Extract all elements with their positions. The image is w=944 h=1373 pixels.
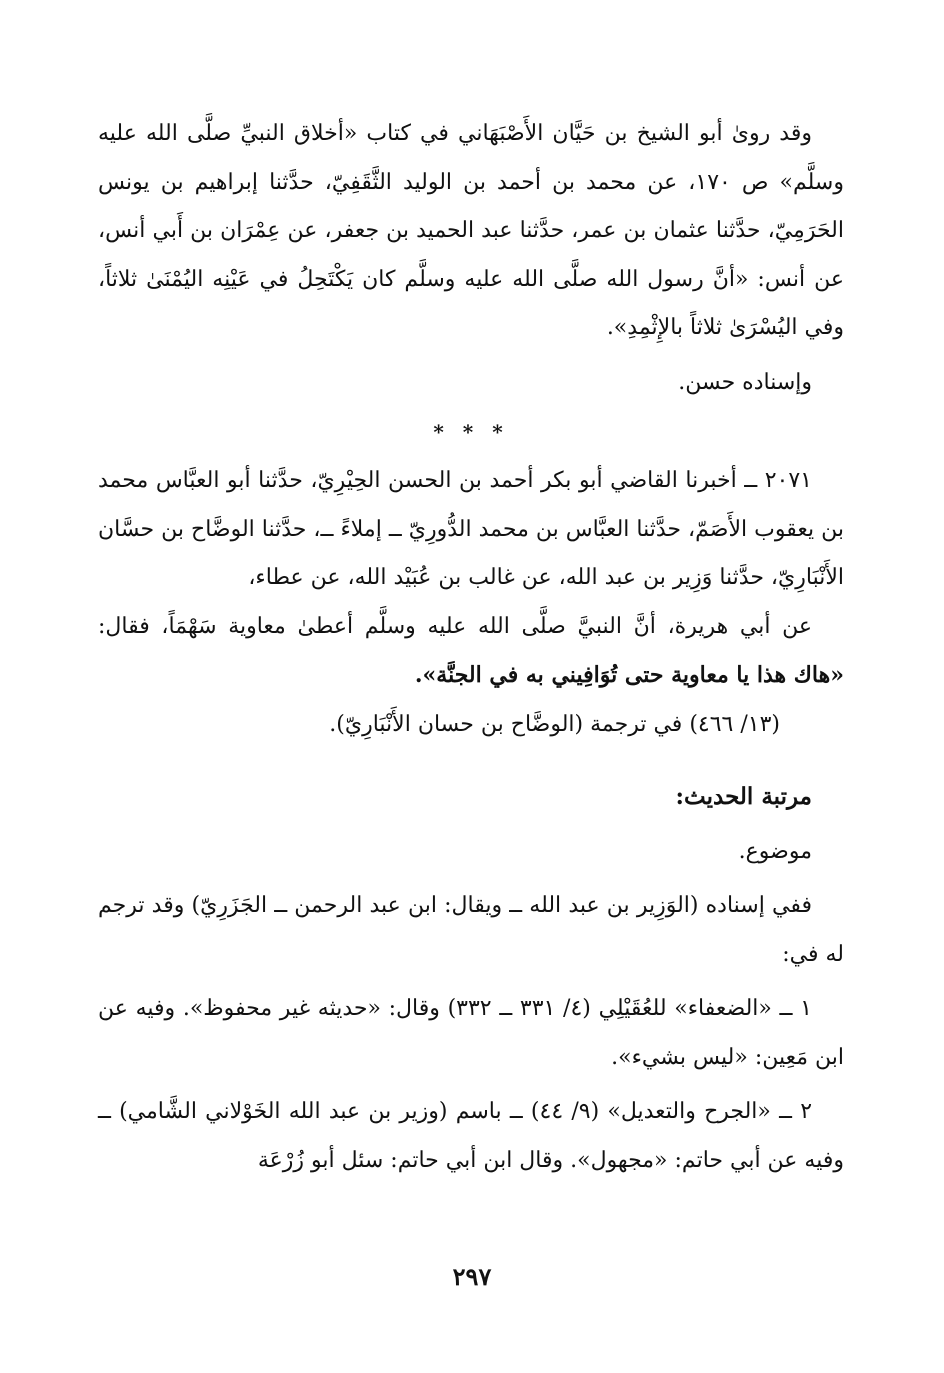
paragraph-verdict: موضوع. <box>738 838 812 864</box>
paragraph-intro: وقد روىٰ أبو الشيخ بن حَيَّان الأَصْبَهَاني في كتاب «أخلاق النبيِّ صلَّى الله عليه وسلَّم» ص ١٧٠، عن محمد بن أحمد بن الوليد الثَّقَفِيّ، حدَّثنا إبراهيم بن يونس الحَرَمِيّ، حدَّثنا عثمان بن عمر، حدَّثنا عبد الحميد بن جعفر، عن عِمْرَان بن أَبي أنس، عن أنس: «أنَّ رسول الله صلَّى الله عليه وسلَّم كان يَكْتَحِلُ في عَيْنِه اليُمْنَىٰ ثلاثاً، وفي اليُسْرَىٰ ثلاثاً بالإِثْمِدِ». <box>98 121 844 340</box>
paragraph-matn <box>98 603 844 701</box>
paragraph-source-2: ٢ ــ «الجرح والتعديل» (٩/ ٤٤) ــ باسم (وزير بن عبد الله الخَوْلاني الشَّامي) ــ وفيه عن أبي حاتم: «مجهول». وقال ابن أبي حاتم: سئل أبو زُرْعَة <box>98 1099 844 1173</box>
page-number: ٢٩٧ <box>452 1262 492 1291</box>
section-heading: مرتبة الحديث: <box>675 783 812 810</box>
matn-quote: «هاك هذا يا معاوية حتى تُوَافِيني به في الجنَّة». <box>414 662 844 688</box>
paragraph-isnad-grade: وإسناده حسن. <box>678 369 812 395</box>
page-body <box>98 110 844 1185</box>
paragraph-explanation: ففي إسناده (الوَزِير بن عبد الله ــ ويقال: ابن عبد الرحمن ــ الجَزَرِيّ) وقد ترجم له في: <box>98 893 844 967</box>
section-separator: * * * <box>433 420 509 444</box>
paragraph-hadith-2071: ٢٠٧١ ــ أخبرنا القاضي أبو بكر أحمد بن الحسن الحِيْرِيّ، حدَّثنا أبو العبَّاس محمد بن يعقوب الأَصَمّ، حدَّثنا العبَّاس بن محمد الدُّورِيّ ــ إملاءً ــ، حدَّثنا الوضَّاح بن حسَّان الأَنْبَارِيّ، حدَّثنا وَزِير بن عبد الله، عن غالب بن عُبَيْد الله، عن عطاء، <box>98 468 844 590</box>
matn-text: عن أبي هريرة، أنَّ النبيَّ صلَّى الله عليه وسلَّم أعطىٰ معاوية سَهْمَاً، فقال: <box>98 613 812 639</box>
paragraph-reference: (١٣/ ٤٦٦) في ترجمة (الوضَّاح بن حسان الأَنْبَارِيّ). <box>329 711 780 737</box>
paragraph-source-1: ١ ــ «الضعفاء» للعُقَيْلِي (٤/ ٣٣١ ــ ٣٣٢) وقال: «حديثه غير محفوظ». وفيه عن ابن مَعِين: «ليس بشيء». <box>98 996 844 1070</box>
